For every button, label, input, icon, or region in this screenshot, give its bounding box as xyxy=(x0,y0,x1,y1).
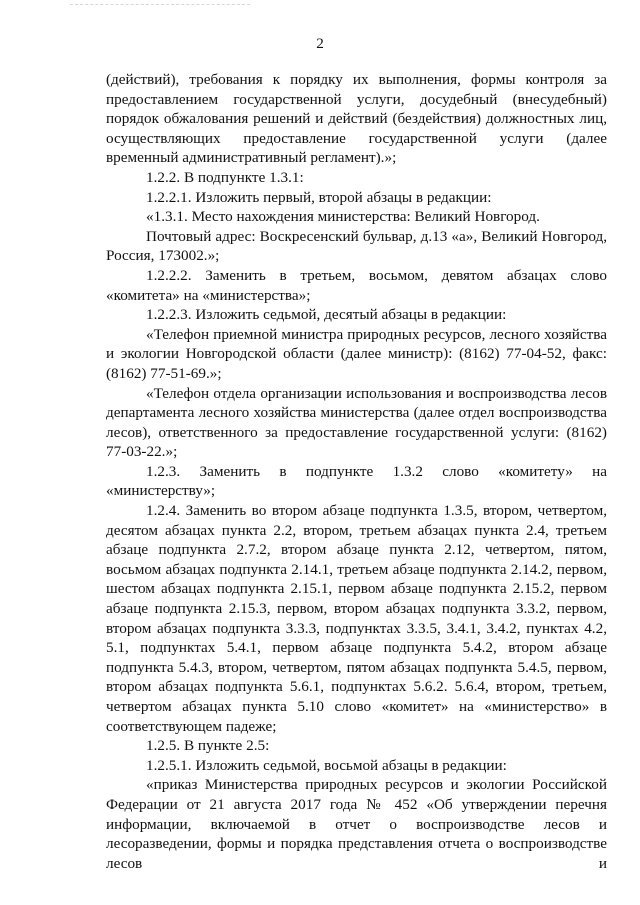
paragraph: «приказ Министерства природных ресурсов и экологии Российской Федерации от 21 августа 2017 года № 452 «Об утверждении перечня информации, включаемой в отчет о воспроизводстве лесов и лесоразведении, формы и порядка представления отчета о воспроизводстве лесов и xyxy=(106,776,607,872)
scan-artifact xyxy=(70,4,250,8)
paragraph: 1.2.5.1. Изложить седьмой, восьмой абзацы в редакции: xyxy=(146,756,507,774)
paragraph: (действий), требования к порядку их выполнения, формы контроля за предоставлением государственной услуги, досудебный (внесудебный) порядок обжалования решений и действий (бездействия) должностных лиц, осуществляющих предоставление государственной услуги (далее временный административный регламент).»; xyxy=(106,71,607,167)
paragraph: 1.2.3. Заменить в подпункте 1.3.2 слово «комитету» на «министерству»; xyxy=(106,462,607,500)
paragraph: «Телефон отдела организации использования и воспроизводства лесов департамента лесного хозяйства министерства (далее отдел воспроизводства лесов), ответственного за предоставление государственной услуги: (8162) 77-03-22.»; xyxy=(106,384,607,461)
paragraph: 1.2.2.2. Заменить в третьем, восьмом, девятом абзацах слово «комитета» на «министерства»; xyxy=(106,266,607,304)
paragraph: 1.2.5. В пункте 2.5: xyxy=(146,737,270,755)
paragraph: 1.2.2.1. Изложить первый, второй абзацы в редакции: xyxy=(146,188,492,206)
paragraph: «1.3.1. Место нахождения министерства: Великий Новгород. xyxy=(146,208,540,226)
paragraph: 1.2.2.3. Изложить седьмой, десятый абзацы в редакции: xyxy=(146,306,507,324)
paragraph: Почтовый адрес: Воскресенский бульвар, д.13 «а», Великий Новгород, Россия, 173002.»; xyxy=(106,227,607,265)
paragraph: «Телефон приемной министра природных ресурсов, лесного хозяйства и экологии Новгородской области (далее министр): (8162) 77-04-52, факс: (8162) 77-51-69.»; xyxy=(106,325,607,382)
paragraph: 1.2.4. Заменить во втором абзаце подпункта 1.3.5, втором, четвертом, десятом абзацах пункта 2.2, втором, третьем абзацах пункта 2.4, третьем абзаце подпункта 2.7.2, втором абзаце пункта 2.12, четвертом, пятом, восьмом абзацах подпункта 2.14.1, третьем абзаце подпункта 2.14.2, первом, шестом абзацах подпункта 2.15.1, первом абзаце подпункта 2.15.2, первом абзаце подпункта 2.15.3, первом, втором абзацах подпункта 3.3.2, первом, втором абзацах подпункта 3.3.3, подпунктах 3.3.5, 3.4.1, 3.4.2, пунктах 4.2, 5.1, подпунктах 5.4.1, первом абзаце подпункта 5.4.2, втором абзаце подпункта 5.4.3, втором, четвертом, пятом абзацах подпункта 5.4.5, первом, втором абзацах подпункта 5.6.1, подпунктах 5.6.2. 5.6.4, втором, третьем, четвертом абзацах пункта 5.10 слово «комитет» на «министерство» в соответствующем падеже; xyxy=(106,502,607,735)
paragraph: 1.2.2. В подпункте 1.3.1: xyxy=(146,168,304,186)
document-body xyxy=(106,70,607,873)
page-number: 2 xyxy=(316,35,324,52)
